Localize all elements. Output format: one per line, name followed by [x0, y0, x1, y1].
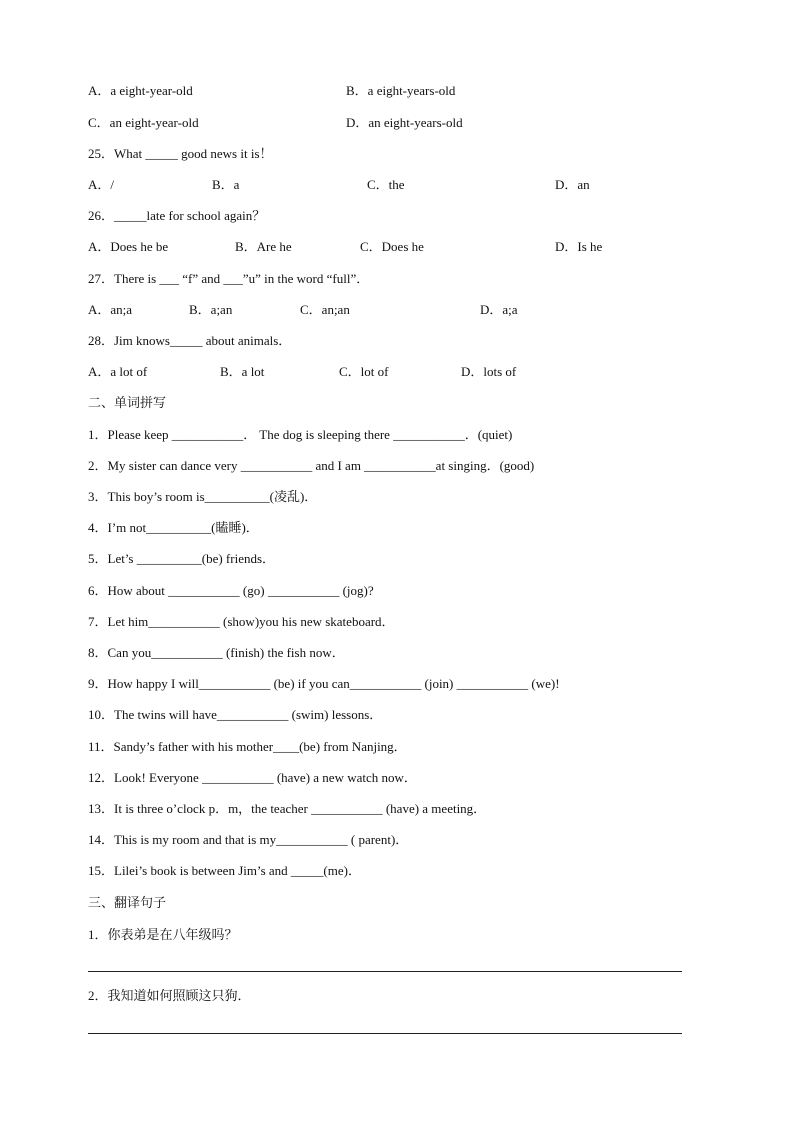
spelling-item: 14．This is my room and that is my___________ ( parent)．: [88, 832, 409, 847]
q28-option-c: C．lot of: [339, 364, 389, 379]
spelling-item: 8．Can you___________ (finish) the fish now．: [88, 645, 345, 660]
translation-item: 2．我知道如何照顾这只狗．: [88, 988, 251, 1003]
spelling-item: 2．My sister can dance very ___________ and I am ___________at singing．(good): [88, 458, 535, 473]
q26-option-b: B．Are he: [235, 239, 292, 254]
section2-title: 二、单词拼写: [88, 395, 167, 410]
spelling-item: 1．Please keep ___________． The dog is sleeping there ___________．(quiet): [88, 427, 513, 442]
spelling-item: 7．Let him___________ (show)you his new skateboard．: [88, 614, 395, 629]
q25-stem: 25．What _____ good news it is！: [88, 146, 273, 161]
q27-option-a: A．an;a: [88, 302, 133, 317]
spelling-item: 4．I’m not__________(瞌睡)．: [88, 520, 259, 535]
spelling-item: 9．How happy I will___________ (be) if you can___________ (join) ___________ (we)!: [88, 676, 560, 691]
q25-option-b: B．a: [212, 177, 240, 192]
q28-option-d: D．lots of: [461, 364, 517, 379]
translation-item: 1．你表弟是在八年级吗？: [88, 927, 238, 942]
q26-option-d: D．Is he: [555, 239, 603, 254]
spelling-item: 15．Lilei’s book is between Jim’s and _____(me)．: [88, 863, 361, 878]
q24-option-c: C．an eight-year-old: [88, 115, 199, 130]
spelling-item: 10．The twins will have___________ (swim) lessons．: [88, 707, 383, 722]
spelling-item: 12．Look! Everyone ___________ (have) a new watch now．: [88, 770, 417, 785]
q26-option-c: C．Does he: [360, 239, 424, 254]
q27-option-b: B．a;an: [189, 302, 233, 317]
q24-option-b: B．a eight-years-old: [346, 83, 456, 98]
q25-option-d: D．an: [555, 177, 590, 192]
q27-option-c: C．an;an: [300, 302, 350, 317]
q28-option-a: A．a lot of: [88, 364, 148, 379]
q26-option-a: A．Does he be: [88, 239, 169, 254]
q24-option-a: A．a eight-year-old: [88, 83, 193, 98]
q24-option-d: D．an eight-years-old: [346, 115, 463, 130]
q25-option-c: C．the: [367, 177, 405, 192]
section3-title: 三、翻译句子: [88, 895, 167, 910]
spelling-item: 3．This boy’s room is__________(凌乱)．: [88, 489, 318, 504]
spelling-item: 6．How about ___________ (go) ___________ (jog)?: [88, 583, 374, 598]
q27-option-d: D．a;a: [480, 302, 518, 317]
q25-option-a: A．/: [88, 177, 115, 192]
spelling-item: 13．It is three o’clock p．m，the teacher ___________ (have) a meeting．: [88, 801, 487, 816]
spelling-item: 5．Let’s __________(be) friends．: [88, 551, 276, 566]
q28-stem: 28．Jim knows_____ about animals．: [88, 333, 292, 348]
spelling-item: 11．Sandy’s father with his mother____(be) from Nanjing．: [88, 739, 407, 754]
q27-stem: 27．There is ___ “f” and ___”u” in the word “full”．: [88, 271, 370, 286]
q26-stem: 26．_____late for school again？: [88, 208, 266, 223]
q28-option-b: B．a lot: [220, 364, 265, 379]
answer-line[interactable]: [88, 1033, 682, 1034]
answer-line[interactable]: [88, 971, 682, 972]
